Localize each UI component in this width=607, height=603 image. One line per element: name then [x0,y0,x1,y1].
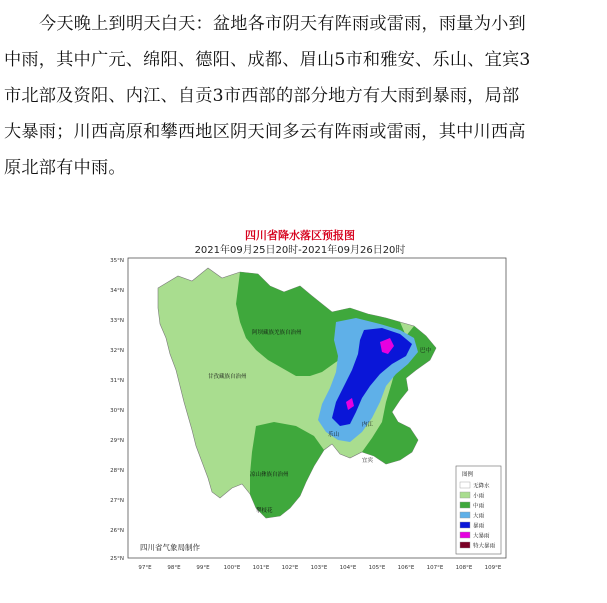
lat-tick-label: 32°N [110,348,124,354]
city-label: 甘孜藏族自治州 [208,374,247,380]
legend-swatch [460,532,470,538]
latitude-ticks [110,258,124,562]
legend-box [456,466,501,554]
legend-label: 大暴雨 [473,533,490,540]
legend-label: 小雨 [473,493,485,500]
legend-label: 无降水 [473,483,490,490]
map-legend [456,466,501,554]
lat-tick-label: 34°N [110,288,124,294]
city-label: 内江 [362,422,374,428]
lon-tick-label: 97°E [138,565,152,571]
legend-label: 暴雨 [473,523,485,530]
lat-tick-label: 31°N [110,378,124,384]
lat-tick-label: 25°N [110,556,124,562]
legend-swatch [460,502,470,508]
legend-swatch [460,492,470,498]
article-paragraph [4,6,602,186]
longitude-ticks [138,565,501,571]
lon-tick-label: 104°E [339,565,357,571]
legend-swatch [460,542,470,548]
legend-label: 特大暴雨 [473,543,496,550]
city-label: 巴中 [420,348,432,354]
lon-tick-label: 106°E [397,565,415,571]
map-svg [100,226,515,596]
lat-tick-label: 29°N [110,438,124,444]
paragraph-line: 大暴雨；川西高原和攀西地区阴天间多云有阵雨或雷雨，其中川西高 [4,122,526,142]
lon-tick-label: 99°E [196,565,210,571]
lon-tick-label: 108°E [455,565,473,571]
city-label: 宜宾 [362,458,374,464]
lat-tick-label: 26°N [110,528,124,534]
city-label: 乐山 [328,432,340,438]
lat-tick-label: 28°N [110,468,124,474]
map-subtitle: 2021年09月25日20时-2021年09月26日20时 [194,245,406,256]
city-label: 攀枝花 [256,508,273,514]
paragraph-line: 中雨，其中广元、绵阳、德阳、成都、眉山5市和雅安、乐山、宜宾3 [4,50,531,70]
lat-tick-label: 30°N [110,408,124,414]
paragraph-line: 原北部有中雨。 [4,158,126,178]
lon-tick-label: 98°E [167,565,181,571]
paragraph-line: 市北部及资阳、内江、自贡3市西部的部分地方有大雨到暴雨，局部 [4,86,520,106]
lon-tick-label: 102°E [281,565,299,571]
city-label: 凉山彝族自治州 [250,472,289,478]
paragraph-line: 今天晚上到明天白天：盆地各市阴天有阵雨或雷雨，雨量为小到 [39,14,526,34]
legend-title: 图例 [462,472,474,478]
lon-tick-label: 107°E [426,565,444,571]
map-title: 四川省降水落区预报图 [245,229,355,242]
precipitation-forecast-map-figure [100,226,515,596]
lon-tick-label: 100°E [223,565,241,571]
lat-tick-label: 27°N [110,498,124,504]
legend-swatch [460,482,470,488]
lon-tick-label: 105°E [368,565,386,571]
lon-tick-label: 101°E [252,565,270,571]
legend-swatch [460,522,470,528]
legend-label: 大雨 [473,513,485,520]
map-credit: 四川省气象局制作 [140,543,200,552]
lon-tick-label: 103°E [310,565,328,571]
lat-tick-label: 35°N [110,258,124,264]
lat-tick-label: 33°N [110,318,124,324]
legend-label: 中雨 [473,503,485,510]
lon-tick-label: 109°E [484,565,502,571]
city-label: 阿坝藏族羌族自治州 [252,330,302,336]
legend-swatch [460,512,470,518]
